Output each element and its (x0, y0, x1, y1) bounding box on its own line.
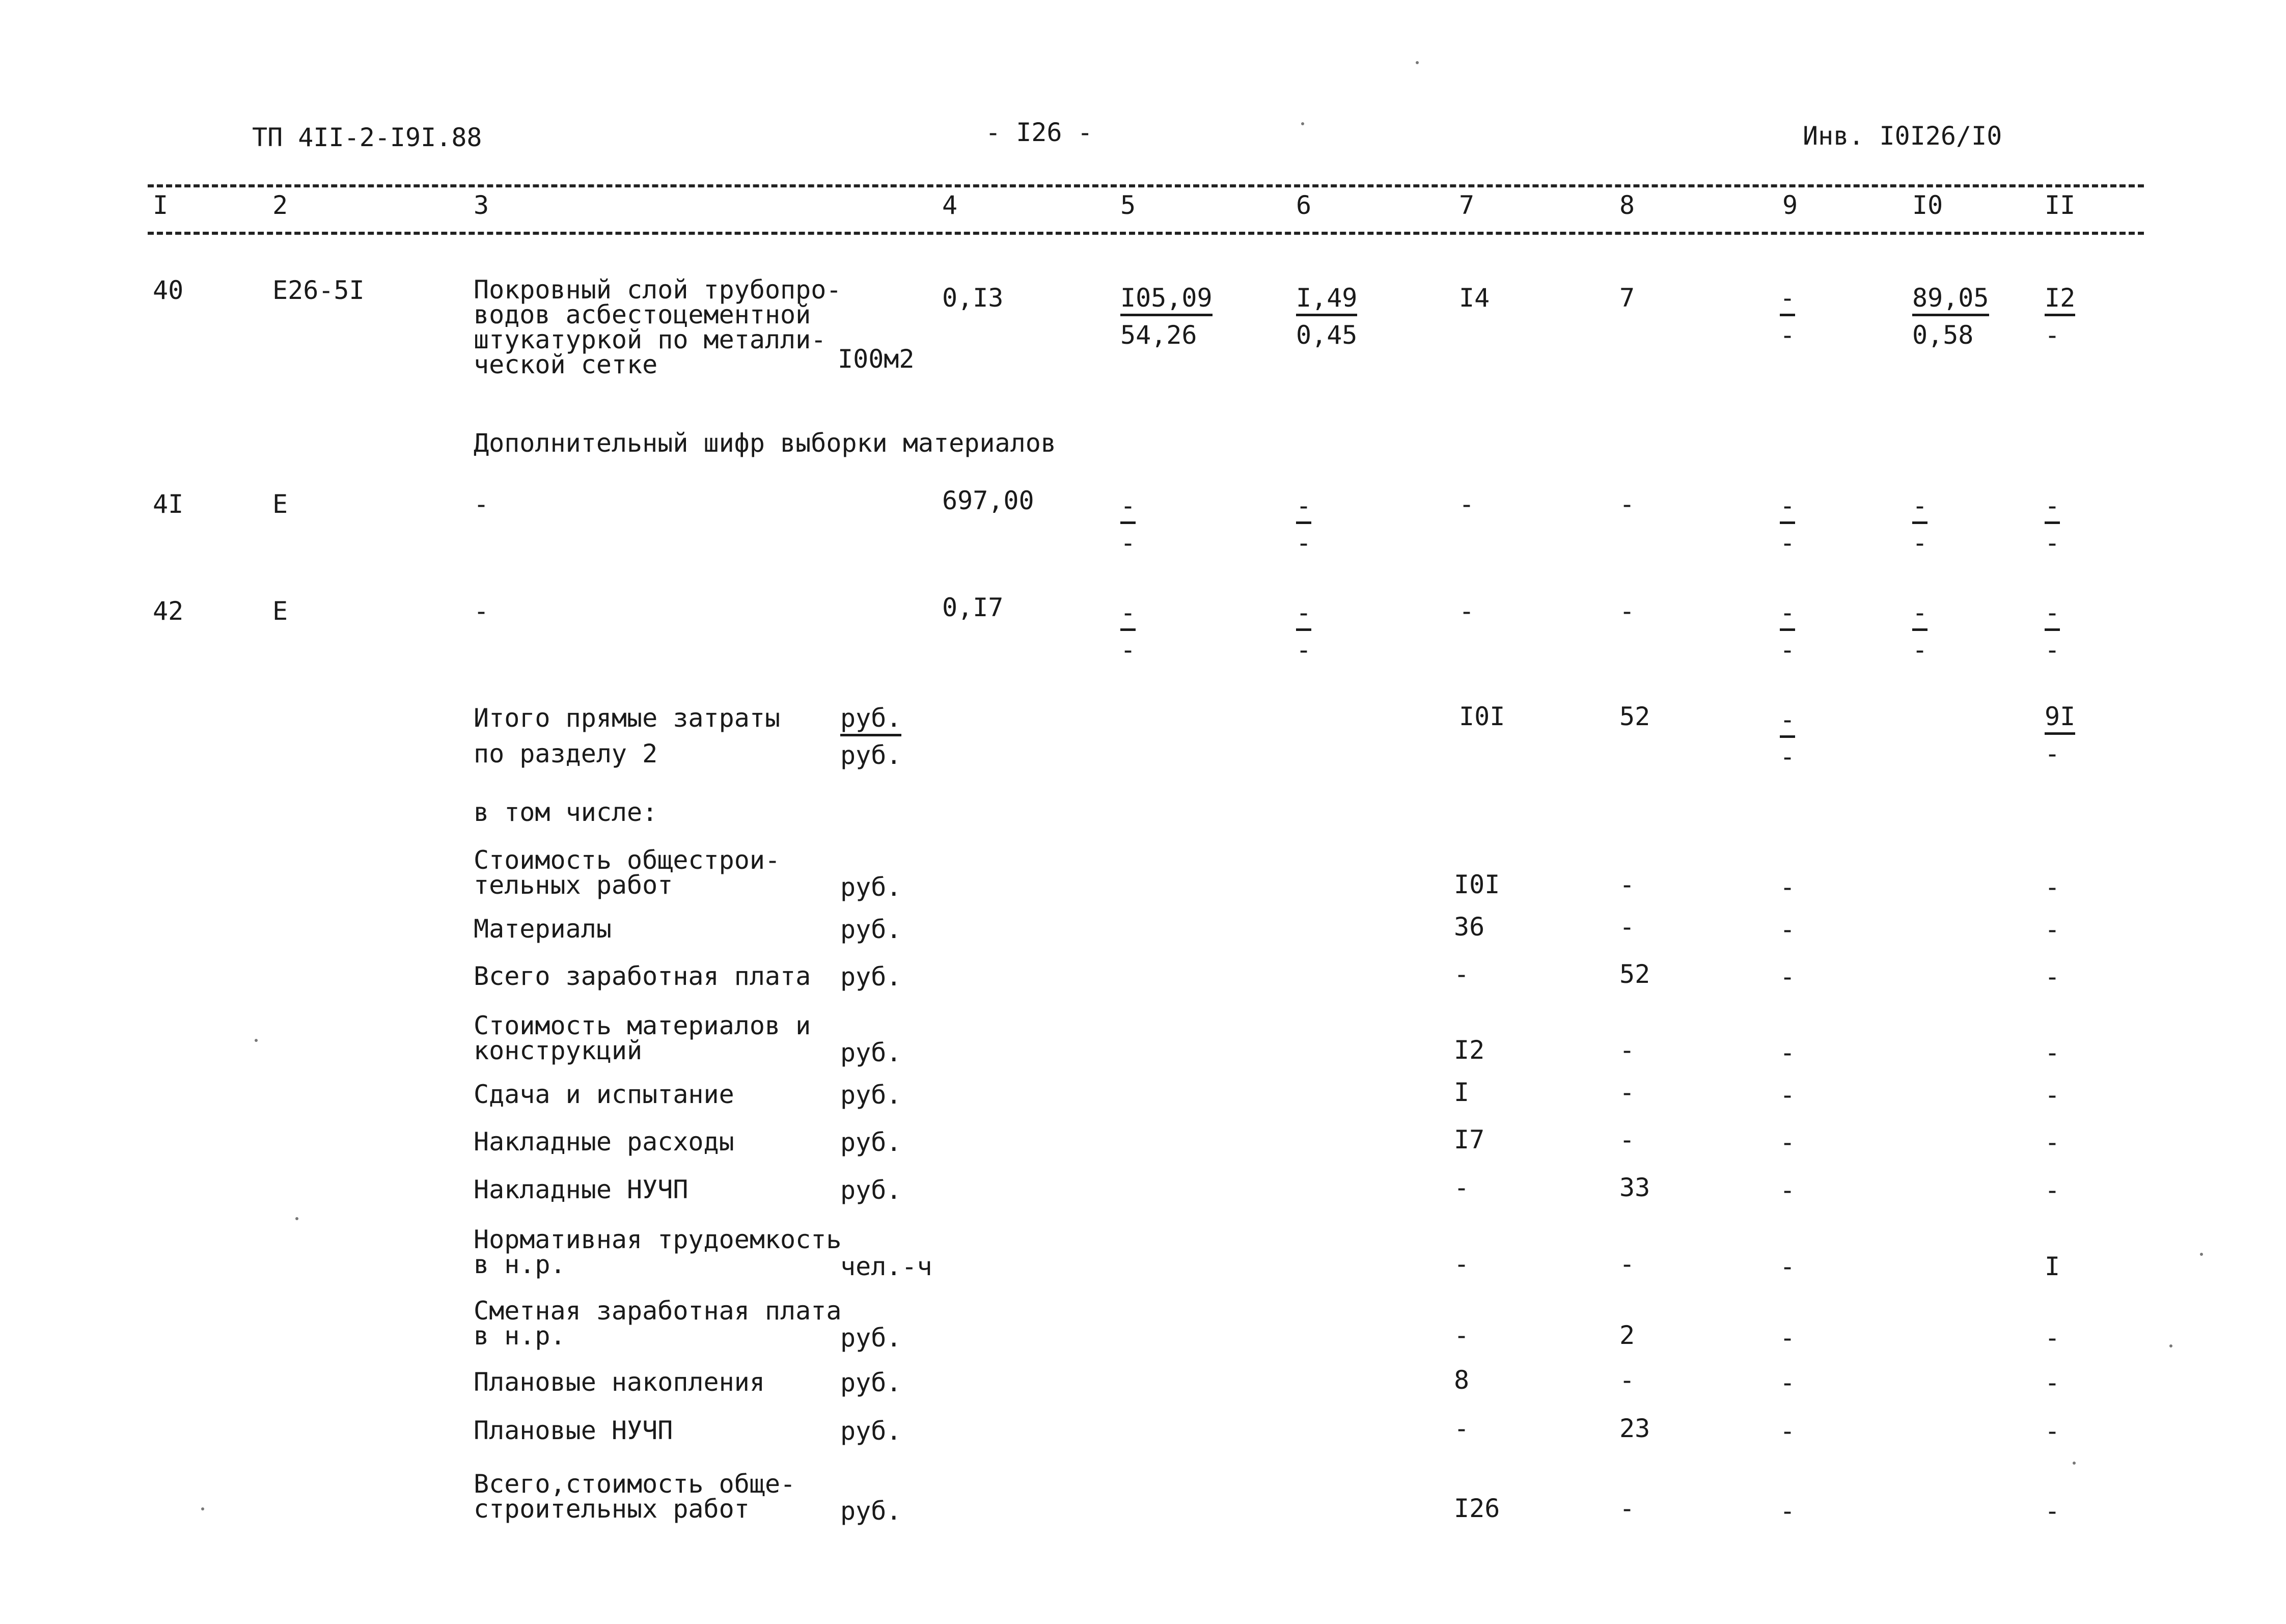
including-label: в том числе: (474, 797, 658, 827)
summary-col8-value: - (1619, 912, 1635, 942)
summary-unit: руб. (840, 1038, 902, 1067)
row-col9-value: - - (1780, 491, 1796, 558)
summary-col9-value: - (1780, 1127, 1796, 1157)
summary-unit: руб. (840, 1496, 902, 1526)
row-code: Е (272, 489, 288, 519)
summary-col8-value: 2 (1619, 1320, 1635, 1350)
summary-col11-value: - (2045, 1368, 2060, 1397)
row-col9-value: - - (1780, 283, 1796, 350)
summary-label: Всего,стоимость обще- строительных работ (474, 1469, 796, 1524)
col-header-6: 6 (1296, 190, 1312, 220)
summary-col8-value: - (1619, 1494, 1635, 1523)
summary-col8-value: - (1619, 1078, 1635, 1107)
summary-col8-value: 33 (1619, 1173, 1650, 1202)
summary-col7-value: I0I (1454, 870, 1500, 899)
col-header-1: I (153, 190, 169, 220)
summary-col7-value: 36 (1454, 912, 1485, 942)
row-quantity: 0,I3 (942, 283, 1004, 313)
summary-label: Материалы (474, 914, 612, 944)
summary-col9-value: - (1780, 1496, 1796, 1526)
col-header-5: 5 (1120, 190, 1136, 220)
summary-col11-value: - (2045, 1496, 2060, 1526)
summary-col11-value: - (2045, 1323, 2060, 1353)
summary-col11-value: I (2045, 1252, 2060, 1281)
total-col7-value: I0I (1459, 702, 1505, 731)
summary-col11-value: - (2045, 1038, 2060, 1067)
page-number: - I26 - (985, 118, 1093, 147)
header-rule-bottom (148, 232, 2144, 235)
summary-col9-value: - (1780, 1368, 1796, 1397)
total-label-line2: по разделу 2 (474, 739, 658, 768)
row-description: - (474, 489, 489, 519)
summary-col9-value: - (1780, 1038, 1796, 1067)
col-header-3: 3 (474, 190, 489, 220)
summary-col7-value: I (1454, 1078, 1470, 1107)
summary-label: Стоимость общестрои- тельных работ (474, 845, 781, 900)
row-col11-value: I2 - (2045, 283, 2076, 350)
scan-speck (1301, 122, 1304, 125)
summary-label: Сдача и испытание (474, 1080, 734, 1109)
summary-col9-value: - (1780, 1080, 1796, 1110)
row-col10-value: - - (1912, 491, 1928, 558)
summary-unit: руб. (840, 915, 902, 944)
summary-label: Накладные НУЧП (474, 1175, 688, 1204)
summary-unit: руб. (840, 1175, 902, 1205)
row-quantity: 697,00 (942, 486, 1034, 515)
row-code: Е (272, 596, 288, 626)
summary-label: Сметная заработная плата в н.р. (474, 1296, 842, 1351)
summary-label: Нормативная трудоемкость в н.р. (474, 1225, 842, 1279)
summary-unit: руб. (840, 1368, 902, 1397)
row-number: 4I (153, 489, 184, 519)
row-col5-value: - - (1120, 491, 1136, 558)
summary-col9-value: - (1780, 962, 1796, 992)
summary-label: Плановые накопления (474, 1367, 765, 1397)
summary-col7-value: - (1454, 1414, 1470, 1443)
summary-label: Плановые НУЧП (474, 1416, 673, 1445)
scan-speck (201, 1507, 204, 1510)
summary-col7-value: - (1454, 1320, 1470, 1350)
summary-col8-value: 52 (1619, 959, 1650, 989)
col-header-8: 8 (1619, 190, 1635, 220)
col-header-10: I0 (1912, 190, 1943, 220)
additional-code-note: Дополнительный шифр выборки материалов (474, 428, 1056, 458)
row-col5-value: $\frac{I05,09}{54,26}$ (1120, 283, 1213, 350)
row-description: - (474, 596, 489, 626)
summary-col7-value: I7 (1454, 1125, 1485, 1154)
col-header-4: 4 (942, 190, 958, 220)
scan-speck (2073, 1462, 2076, 1465)
summary-col11-value: - (2045, 1175, 2060, 1205)
summary-col9-value: - (1780, 915, 1796, 944)
row-col11-value: - - (2045, 598, 2060, 665)
row-col6-value: - - (1296, 491, 1312, 558)
summary-col8-value: - (1619, 870, 1635, 899)
row-col6-value: $\frac{I,49}{0,45}$ (1296, 283, 1358, 350)
row-col7-value: - (1459, 596, 1475, 626)
summary-col11-value: - (2045, 915, 2060, 944)
summary-unit: руб. (840, 962, 902, 992)
summary-col11-value: - (2045, 962, 2060, 992)
header-rule-top (148, 184, 2144, 187)
summary-col7-value: 8 (1454, 1365, 1470, 1395)
document-code: ТП 4II-2-I9I.88 (252, 123, 482, 152)
summary-col9-value: - (1780, 1416, 1796, 1446)
row-col5-value: - - (1120, 598, 1136, 665)
summary-unit: руб. (840, 1127, 902, 1157)
summary-unit: руб. (840, 1323, 902, 1353)
row-unit: I00м2 (838, 344, 915, 374)
row-quantity: 0,I7 (942, 593, 1004, 622)
summary-col8-value: - (1619, 1035, 1635, 1065)
total-label-line1: Итого прямые затраты (474, 703, 781, 733)
summary-unit: руб. (840, 872, 902, 902)
scan-speck (2200, 1253, 2203, 1256)
row-col8-value: 7 (1619, 283, 1635, 313)
summary-col9-value: - (1780, 1252, 1796, 1281)
row-code: Е26-5I (272, 276, 365, 305)
scan-speck (295, 1217, 298, 1220)
summary-unit: руб. (840, 1080, 902, 1110)
row-col9-value: - - (1780, 598, 1796, 665)
total-col9-value: - - (1780, 705, 1796, 772)
summary-col9-value: - (1780, 1175, 1796, 1205)
col-header-2: 2 (272, 190, 288, 220)
row-col11-value: - - (2045, 491, 2060, 558)
row-col10-value: $\frac{89,05}{0,58}$ (1912, 283, 1989, 350)
row-col7-value: - (1459, 489, 1475, 519)
col-header-7: 7 (1459, 190, 1475, 220)
scan-speck (2169, 1344, 2172, 1347)
summary-unit: чел.-ч (840, 1252, 932, 1281)
col-header-11: II (2045, 190, 2076, 220)
summary-col11-value: - (2045, 1080, 2060, 1110)
summary-col8-value: 23 (1619, 1414, 1650, 1443)
summary-col8-value: - (1619, 1365, 1635, 1395)
row-description: Покровный слой трубопро- водов асбестоцементной штукатуркой по металли- ческой сетке (474, 275, 842, 379)
summary-col11-value: - (2045, 1416, 2060, 1446)
summary-unit: руб. (840, 1416, 902, 1446)
row-col10-value: - - (1912, 598, 1928, 665)
row-number: 40 (153, 276, 184, 305)
summary-col11-value: - (2045, 1127, 2060, 1157)
total-col11-value: 9I - (2045, 702, 2076, 768)
row-col7-value: I4 (1459, 283, 1490, 313)
row-col8-value: - (1619, 489, 1635, 519)
summary-col7-value: I2 (1454, 1035, 1485, 1065)
summary-label: Стоимость материалов и конструкций (474, 1011, 811, 1065)
summary-col8-value: - (1619, 1249, 1635, 1279)
summary-col7-value: - (1454, 959, 1470, 989)
col-header-9: 9 (1782, 190, 1798, 220)
summary-col8-value: - (1619, 1125, 1635, 1154)
row-number: 42 (153, 596, 184, 626)
scan-speck (255, 1039, 258, 1042)
summary-col7-value: - (1454, 1249, 1470, 1279)
total-unit: руб. руб. (840, 703, 902, 770)
row-col6-value: - - (1296, 598, 1312, 665)
inventory-number: Инв. I0I26/I0 (1803, 121, 2002, 151)
summary-label: Всего заработная плата (474, 961, 811, 991)
summary-col9-value: - (1780, 1323, 1796, 1353)
scan-speck (1416, 61, 1419, 64)
summary-col9-value: - (1780, 872, 1796, 902)
summary-col11-value: - (2045, 872, 2060, 902)
total-col8-value: 52 (1619, 702, 1650, 731)
summary-col7-value: I26 (1454, 1494, 1500, 1523)
row-col8-value: - (1619, 596, 1635, 626)
summary-label: Накладные расходы (474, 1127, 734, 1157)
summary-col7-value: - (1454, 1173, 1470, 1202)
